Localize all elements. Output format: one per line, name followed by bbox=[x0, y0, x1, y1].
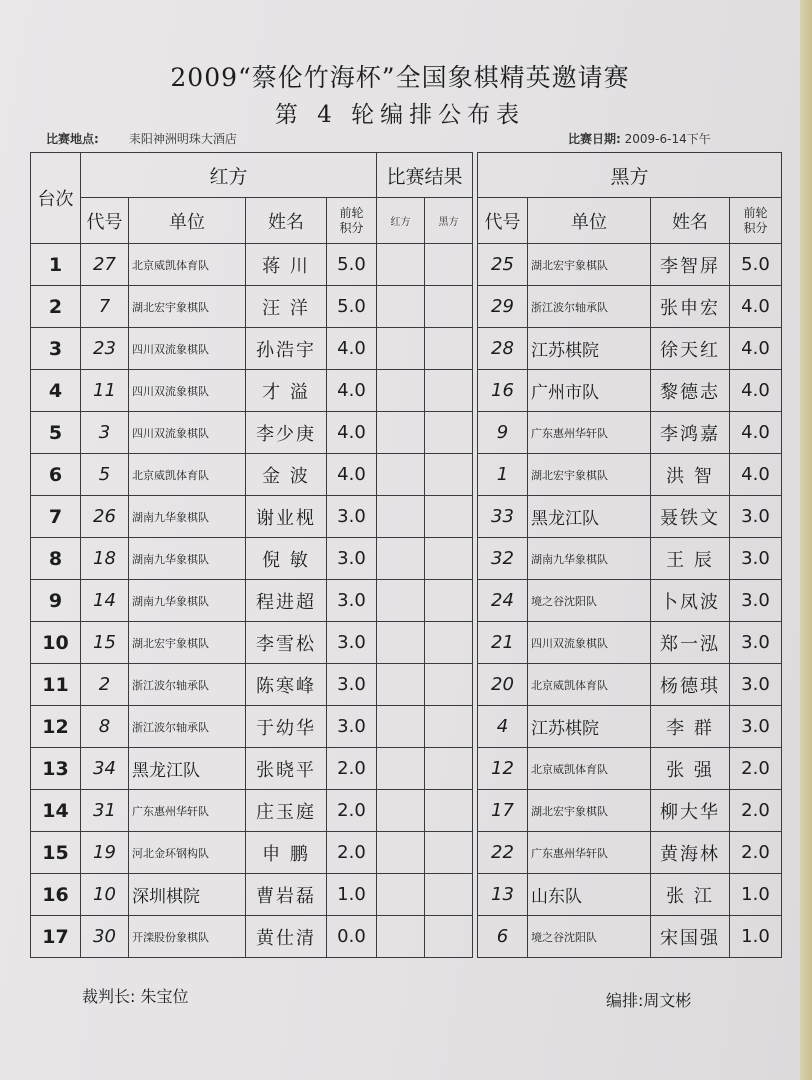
table-number: 16 bbox=[31, 874, 81, 916]
result-black-cell bbox=[425, 370, 473, 412]
black-code: 17 bbox=[478, 790, 528, 832]
chief-referee bbox=[82, 984, 189, 1007]
table-row bbox=[478, 538, 782, 580]
black-name: 黄海林 bbox=[651, 832, 730, 874]
red-code: 11 bbox=[81, 370, 129, 412]
red-code: 3 bbox=[81, 412, 129, 454]
red-score: 3.0 bbox=[327, 622, 377, 664]
red-name: 庄玉庭 bbox=[246, 790, 327, 832]
red-name: 李雪松 bbox=[246, 622, 327, 664]
result-red-cell bbox=[377, 622, 425, 664]
result-black-cell bbox=[425, 412, 473, 454]
table-number: 8 bbox=[31, 538, 81, 580]
result-red-cell bbox=[377, 664, 425, 706]
table-row bbox=[478, 832, 782, 874]
table-row bbox=[31, 286, 377, 328]
table-row bbox=[478, 454, 782, 496]
result-black-cell bbox=[425, 706, 473, 748]
red-unit: 四川双流象棋队 bbox=[129, 412, 246, 454]
table-row bbox=[478, 706, 782, 748]
result-row bbox=[377, 790, 473, 832]
table-number: 13 bbox=[31, 748, 81, 790]
result-red-cell bbox=[377, 244, 425, 286]
red-code: 8 bbox=[81, 706, 129, 748]
black-unit: 广州市队 bbox=[528, 370, 651, 412]
black-code: 6 bbox=[478, 916, 528, 958]
table-row bbox=[31, 622, 377, 664]
result-row bbox=[377, 748, 473, 790]
black-score: 4.0 bbox=[730, 412, 782, 454]
red-unit: 深圳棋院 bbox=[129, 874, 246, 916]
red-name: 谢业枧 bbox=[246, 496, 327, 538]
black-code: 9 bbox=[478, 412, 528, 454]
red-name: 蒋 川 bbox=[246, 244, 327, 286]
red-name: 程进超 bbox=[246, 580, 327, 622]
result-black-cell bbox=[425, 454, 473, 496]
result-red-cell bbox=[377, 916, 425, 958]
red-score: 5.0 bbox=[327, 244, 377, 286]
black-name: 李 群 bbox=[651, 706, 730, 748]
red-score: 3.0 bbox=[327, 538, 377, 580]
result-red-cell bbox=[377, 832, 425, 874]
table-row bbox=[31, 874, 377, 916]
black-code: 29 bbox=[478, 286, 528, 328]
black-score: 2.0 bbox=[730, 790, 782, 832]
black-score: 4.0 bbox=[730, 286, 782, 328]
result-row bbox=[377, 706, 473, 748]
black-score: 1.0 bbox=[730, 916, 782, 958]
table-number: 6 bbox=[31, 454, 81, 496]
black-code: 21 bbox=[478, 622, 528, 664]
black-name: 杨德琪 bbox=[651, 664, 730, 706]
black-name: 郑一泓 bbox=[651, 622, 730, 664]
red-code: 26 bbox=[81, 496, 129, 538]
black-code: 22 bbox=[478, 832, 528, 874]
red-name: 张晓平 bbox=[246, 748, 327, 790]
red-name: 倪 敏 bbox=[246, 538, 327, 580]
result-black-cell bbox=[425, 286, 473, 328]
header-result-black: 黑方 bbox=[425, 198, 473, 244]
header-black-score: 前轮 积分 bbox=[730, 198, 782, 244]
red-score: 4.0 bbox=[327, 412, 377, 454]
black-unit: 境之谷沈阳队 bbox=[528, 916, 651, 958]
table-row bbox=[478, 916, 782, 958]
result-red-cell bbox=[377, 286, 425, 328]
black-unit: 湖北宏宇象棋队 bbox=[528, 244, 651, 286]
black-code: 16 bbox=[478, 370, 528, 412]
black-unit: 湖北宏宇象棋队 bbox=[528, 790, 651, 832]
black-unit: 北京威凯体育队 bbox=[528, 748, 651, 790]
red-name: 陈寒峰 bbox=[246, 664, 327, 706]
black-score: 2.0 bbox=[730, 748, 782, 790]
date-value: 2009-6-14下午 bbox=[624, 132, 711, 146]
result-red-cell bbox=[377, 538, 425, 580]
table-row bbox=[31, 370, 377, 412]
arranger bbox=[606, 988, 691, 1011]
black-unit: 四川双流象棋队 bbox=[528, 622, 651, 664]
result-black-cell bbox=[425, 748, 473, 790]
red-unit: 湖北宏宇象棋队 bbox=[129, 622, 246, 664]
black-name: 张 强 bbox=[651, 748, 730, 790]
result-table bbox=[376, 152, 473, 958]
red-code: 31 bbox=[81, 790, 129, 832]
red-score: 3.0 bbox=[327, 664, 377, 706]
date-line bbox=[568, 130, 711, 147]
paper-edge bbox=[800, 0, 812, 1080]
result-black-cell bbox=[425, 664, 473, 706]
header-result: 比赛结果 bbox=[377, 153, 473, 198]
header-black-code: 代号 bbox=[478, 198, 528, 244]
table-row bbox=[478, 580, 782, 622]
result-black-cell bbox=[425, 328, 473, 370]
black-name: 张 江 bbox=[651, 874, 730, 916]
result-red-cell bbox=[377, 874, 425, 916]
result-row bbox=[377, 496, 473, 538]
black-name: 柳大华 bbox=[651, 790, 730, 832]
red-code: 18 bbox=[81, 538, 129, 580]
red-name: 申 鹏 bbox=[246, 832, 327, 874]
black-code: 4 bbox=[478, 706, 528, 748]
red-code: 2 bbox=[81, 664, 129, 706]
result-red-cell bbox=[377, 454, 425, 496]
header-red-name: 姓名 bbox=[246, 198, 327, 244]
table-row bbox=[478, 328, 782, 370]
red-unit: 四川双流象棋队 bbox=[129, 328, 246, 370]
red-unit: 黑龙江队 bbox=[129, 748, 246, 790]
black-code: 32 bbox=[478, 538, 528, 580]
black-code: 33 bbox=[478, 496, 528, 538]
table-row bbox=[478, 622, 782, 664]
table-row bbox=[31, 580, 377, 622]
red-unit: 河北金环钢构队 bbox=[129, 832, 246, 874]
red-score: 5.0 bbox=[327, 286, 377, 328]
red-score: 2.0 bbox=[327, 790, 377, 832]
black-score: 1.0 bbox=[730, 874, 782, 916]
result-row bbox=[377, 664, 473, 706]
red-unit: 浙江波尔轴承队 bbox=[129, 706, 246, 748]
page-title: 2009“蔡伦竹海杯”全国象棋精英邀请赛 bbox=[170, 63, 630, 92]
red-unit: 四川双流象棋队 bbox=[129, 370, 246, 412]
table-row bbox=[478, 664, 782, 706]
black-unit: 北京威凯体育队 bbox=[528, 664, 651, 706]
black-score: 5.0 bbox=[730, 244, 782, 286]
red-unit: 湖南九华象棋队 bbox=[129, 538, 246, 580]
black-code: 25 bbox=[478, 244, 528, 286]
result-row bbox=[377, 580, 473, 622]
result-red-cell bbox=[377, 790, 425, 832]
table-number: 9 bbox=[31, 580, 81, 622]
table-row bbox=[31, 748, 377, 790]
red-name: 黄仕清 bbox=[246, 916, 327, 958]
red-unit: 开滦股份象棋队 bbox=[129, 916, 246, 958]
red-name: 汪 洋 bbox=[246, 286, 327, 328]
result-black-cell bbox=[425, 580, 473, 622]
result-red-cell bbox=[377, 706, 425, 748]
table-number: 11 bbox=[31, 664, 81, 706]
table-row bbox=[31, 496, 377, 538]
result-row bbox=[377, 916, 473, 958]
black-unit: 黑龙江队 bbox=[528, 496, 651, 538]
table-number: 10 bbox=[31, 622, 81, 664]
result-red-cell bbox=[377, 370, 425, 412]
table-row bbox=[31, 916, 377, 958]
red-side-table bbox=[30, 152, 377, 958]
table-row bbox=[478, 874, 782, 916]
result-red-cell bbox=[377, 748, 425, 790]
black-unit: 江苏棋院 bbox=[528, 328, 651, 370]
table-number: 15 bbox=[31, 832, 81, 874]
black-side-table bbox=[477, 152, 782, 958]
black-score: 3.0 bbox=[730, 538, 782, 580]
red-score: 3.0 bbox=[327, 580, 377, 622]
arranger-name: 周文彬 bbox=[643, 991, 692, 1010]
red-score: 2.0 bbox=[327, 832, 377, 874]
table-row bbox=[478, 748, 782, 790]
result-red-cell bbox=[377, 328, 425, 370]
black-unit: 境之谷沈阳队 bbox=[528, 580, 651, 622]
header-table-no: 台次 bbox=[31, 153, 81, 244]
result-red-cell bbox=[377, 580, 425, 622]
table-number: 7 bbox=[31, 496, 81, 538]
table-number: 4 bbox=[31, 370, 81, 412]
black-name: 卜凤波 bbox=[651, 580, 730, 622]
black-score: 4.0 bbox=[730, 454, 782, 496]
result-black-cell bbox=[425, 538, 473, 580]
red-name: 曹岩磊 bbox=[246, 874, 327, 916]
result-row bbox=[377, 286, 473, 328]
black-unit: 广东惠州华轩队 bbox=[528, 412, 651, 454]
red-score: 4.0 bbox=[327, 370, 377, 412]
red-code: 30 bbox=[81, 916, 129, 958]
result-row bbox=[377, 832, 473, 874]
red-code: 14 bbox=[81, 580, 129, 622]
header-red-code: 代号 bbox=[81, 198, 129, 244]
red-score: 0.0 bbox=[327, 916, 377, 958]
red-name: 孙浩宇 bbox=[246, 328, 327, 370]
venue-value: 耒阳神洲明珠大酒店 bbox=[128, 132, 237, 146]
result-row bbox=[377, 622, 473, 664]
black-name: 聂铁文 bbox=[651, 496, 730, 538]
header-black-unit: 单位 bbox=[528, 198, 651, 244]
red-unit: 广东惠州华轩队 bbox=[129, 790, 246, 832]
red-unit: 北京威凯体育队 bbox=[129, 244, 246, 286]
red-unit: 湖南九华象棋队 bbox=[129, 580, 246, 622]
table-number: 5 bbox=[31, 412, 81, 454]
table-row bbox=[31, 664, 377, 706]
black-unit: 山东队 bbox=[528, 874, 651, 916]
table-row bbox=[31, 706, 377, 748]
table-row bbox=[31, 790, 377, 832]
red-score: 4.0 bbox=[327, 328, 377, 370]
black-score: 4.0 bbox=[730, 328, 782, 370]
red-code: 5 bbox=[81, 454, 129, 496]
red-unit: 湖南九华象棋队 bbox=[129, 496, 246, 538]
red-score: 4.0 bbox=[327, 454, 377, 496]
black-score: 3.0 bbox=[730, 706, 782, 748]
table-row bbox=[31, 538, 377, 580]
black-code: 20 bbox=[478, 664, 528, 706]
table-row bbox=[31, 412, 377, 454]
arranger-label: 编排: bbox=[606, 991, 644, 1010]
date-label: 比赛日期: bbox=[568, 132, 621, 146]
black-unit: 浙江波尔轴承队 bbox=[528, 286, 651, 328]
table-number: 2 bbox=[31, 286, 81, 328]
table-row bbox=[31, 454, 377, 496]
black-name: 洪 智 bbox=[651, 454, 730, 496]
venue-label: 比赛地点: bbox=[46, 132, 99, 146]
red-unit: 湖北宏宇象棋队 bbox=[129, 286, 246, 328]
result-black-cell bbox=[425, 244, 473, 286]
red-name: 金 波 bbox=[246, 454, 327, 496]
table-row bbox=[478, 412, 782, 454]
red-code: 27 bbox=[81, 244, 129, 286]
red-code: 19 bbox=[81, 832, 129, 874]
table-row bbox=[478, 790, 782, 832]
table-number: 12 bbox=[31, 706, 81, 748]
black-unit: 江苏棋院 bbox=[528, 706, 651, 748]
table-row bbox=[478, 286, 782, 328]
header-red-score: 前轮 积分 bbox=[327, 198, 377, 244]
red-name: 李少庚 bbox=[246, 412, 327, 454]
black-score: 4.0 bbox=[730, 370, 782, 412]
red-unit: 北京威凯体育队 bbox=[129, 454, 246, 496]
result-black-cell bbox=[425, 874, 473, 916]
red-score: 3.0 bbox=[327, 706, 377, 748]
table-row bbox=[31, 244, 377, 286]
result-red-cell bbox=[377, 496, 425, 538]
red-name: 于幼华 bbox=[246, 706, 327, 748]
black-score: 3.0 bbox=[730, 664, 782, 706]
result-black-cell bbox=[425, 790, 473, 832]
black-score: 3.0 bbox=[730, 580, 782, 622]
black-name: 宋国强 bbox=[651, 916, 730, 958]
table-row bbox=[478, 370, 782, 412]
red-code: 15 bbox=[81, 622, 129, 664]
result-row bbox=[377, 244, 473, 286]
result-row bbox=[377, 370, 473, 412]
header-red-unit: 单位 bbox=[129, 198, 246, 244]
black-code: 13 bbox=[478, 874, 528, 916]
black-score: 3.0 bbox=[730, 622, 782, 664]
red-score: 1.0 bbox=[327, 874, 377, 916]
result-row bbox=[377, 874, 473, 916]
red-code: 23 bbox=[81, 328, 129, 370]
black-name: 徐天红 bbox=[651, 328, 730, 370]
black-code: 28 bbox=[478, 328, 528, 370]
red-score: 3.0 bbox=[327, 496, 377, 538]
table-number: 1 bbox=[31, 244, 81, 286]
table-row bbox=[31, 832, 377, 874]
black-unit: 广东惠州华轩队 bbox=[528, 832, 651, 874]
result-row bbox=[377, 454, 473, 496]
red-score: 2.0 bbox=[327, 748, 377, 790]
black-code: 24 bbox=[478, 580, 528, 622]
header-result-red: 红方 bbox=[377, 198, 425, 244]
result-row bbox=[377, 412, 473, 454]
black-name: 李智屏 bbox=[651, 244, 730, 286]
red-code: 7 bbox=[81, 286, 129, 328]
black-code: 12 bbox=[478, 748, 528, 790]
table-row bbox=[478, 244, 782, 286]
venue-line bbox=[46, 130, 237, 147]
black-name: 李鸿嘉 bbox=[651, 412, 730, 454]
table-number: 17 bbox=[31, 916, 81, 958]
table-row bbox=[31, 328, 377, 370]
red-name: 才 溢 bbox=[246, 370, 327, 412]
header-black: 黑方 bbox=[478, 153, 782, 198]
result-black-cell bbox=[425, 622, 473, 664]
header-black-name: 姓名 bbox=[651, 198, 730, 244]
result-black-cell bbox=[425, 496, 473, 538]
chief-referee-name: 朱宝位 bbox=[140, 987, 189, 1006]
result-black-cell bbox=[425, 916, 473, 958]
black-score: 3.0 bbox=[730, 496, 782, 538]
round-subtitle: 第 4 轮编排公布表 bbox=[274, 102, 526, 128]
black-name: 黎德志 bbox=[651, 370, 730, 412]
black-score: 2.0 bbox=[730, 832, 782, 874]
result-row bbox=[377, 328, 473, 370]
black-code: 1 bbox=[478, 454, 528, 496]
red-code: 10 bbox=[81, 874, 129, 916]
result-red-cell bbox=[377, 412, 425, 454]
result-black-cell bbox=[425, 832, 473, 874]
table-number: 14 bbox=[31, 790, 81, 832]
black-unit: 湖南九华象棋队 bbox=[528, 538, 651, 580]
black-unit: 湖北宏宇象棋队 bbox=[528, 454, 651, 496]
result-row bbox=[377, 538, 473, 580]
chief-referee-label: 裁判长: bbox=[82, 987, 136, 1006]
header-red: 红方 bbox=[81, 153, 377, 198]
red-unit: 浙江波尔轴承队 bbox=[129, 664, 246, 706]
black-name: 张申宏 bbox=[651, 286, 730, 328]
black-name: 王 辰 bbox=[651, 538, 730, 580]
red-code: 34 bbox=[81, 748, 129, 790]
table-number: 3 bbox=[31, 328, 81, 370]
table-row bbox=[478, 496, 782, 538]
